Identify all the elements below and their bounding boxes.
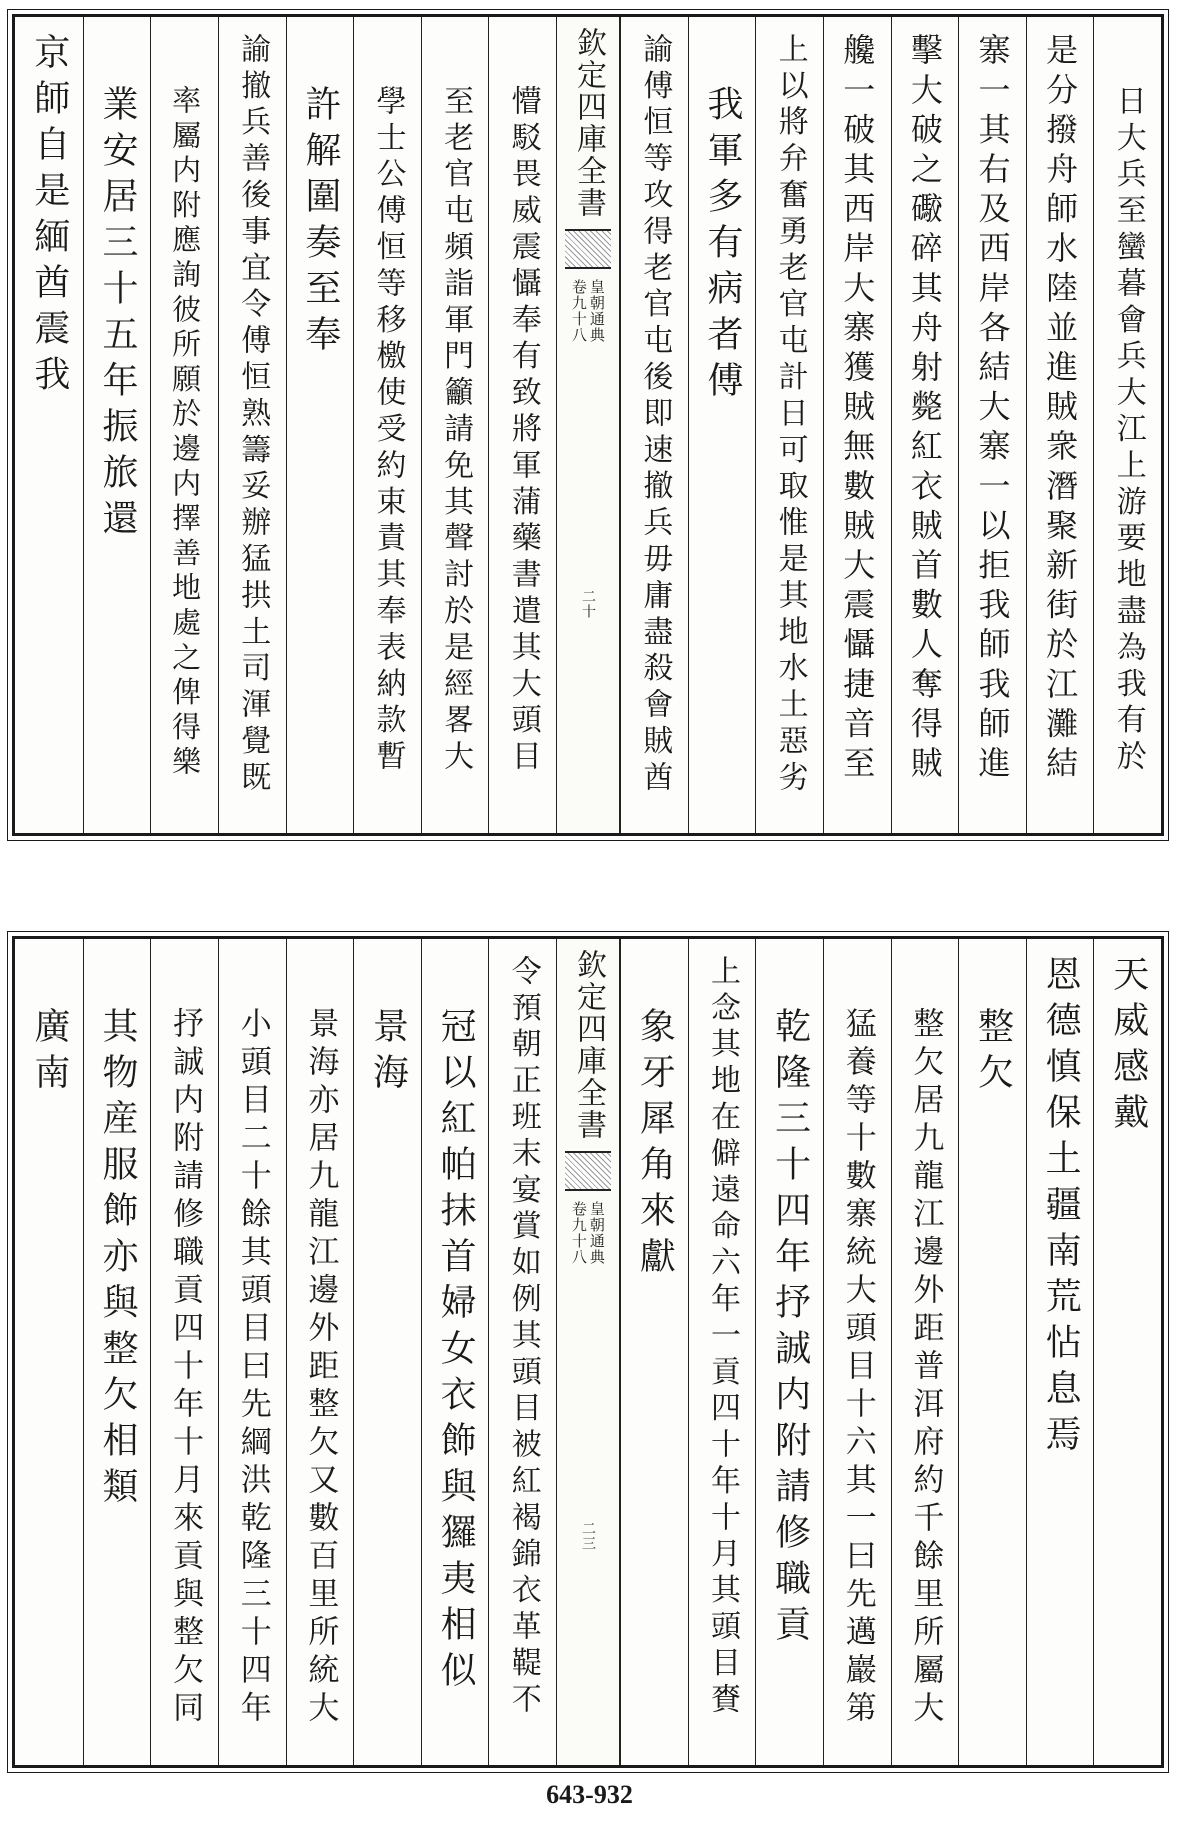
column-text: 上念其地在僻遠命六年一貢四十年十月其頭目賚 [704,955,740,1720]
text-column [218,939,286,1765]
column-text: 冠以紅帕抹首婦女衣飾與玀夷相似 [435,1007,477,1697]
text-column [620,939,688,1765]
column-text: 至老官屯頻詣軍門籲請免其聲討於是經畧大 [438,85,474,777]
text-column [891,939,959,1765]
column-text: 其物産服飾亦與整欠相類 [96,1007,138,1513]
column-text: 是分撥舟師水陸並進賊衆潛聚新街於江灘結 [1041,33,1080,786]
column-text: 乾隆三十四年抒誠内附請修職貢 [769,1007,811,1651]
column-text: 擊大破之礮碎其舟射斃紅衣賊首數人奪得賊 [905,33,944,786]
text-column [755,17,823,833]
column-text: 整欠 [972,1007,1014,1099]
text-column [83,17,151,833]
text-column [286,939,354,1765]
column-text: 天威感戴 [1107,955,1149,1139]
text-column [286,17,354,833]
text-column [1093,17,1161,833]
text-column [15,939,83,1765]
column-text: 我軍多有病者傅 [701,85,743,407]
text-column [823,17,891,833]
column-text: 諭撤兵善後事宜令傅恒熟籌妥辦猛拱土司渾覺既 [235,33,271,798]
column-text: 上以將弁奮勇老官屯計日可取惟是其地水土惡劣 [772,33,808,798]
fishtail-mark [565,1151,611,1191]
text-column [353,939,421,1765]
text-column [958,17,1026,833]
text-column [218,17,286,833]
column-text: 整欠居九龍江邊外距普洱府約千餘里所屬大 [907,1007,944,1729]
column-text: 艬一破其西岸大寨獲賊無數賊大震懾捷音至 [838,33,877,786]
column-text: 令預朝正班末宴賞如例其頭目被紅褐錦衣革鞮不 [505,955,541,1720]
column-text: 業安居三十五年振旅還 [96,85,138,545]
chapter-title: 皇朝通典 [587,279,606,343]
column-text: 小頭目二十餘其頭目曰先綱洪乾隆三十四年 [234,1007,271,1729]
text-column [1026,939,1094,1765]
volume-number: 卷九十八 [569,279,588,343]
column-text: 懵駁畏威震懾奉有致將軍蒲藥書遣其大頭目 [505,85,541,777]
volume-number: 卷九十八 [569,1201,588,1265]
folio-number: 二三 [580,1521,596,1551]
column-text: 象牙犀角來獻 [634,1007,676,1283]
column-text: 諭傅恒等攻得老官屯後即速撤兵毋庸盡殺會賊酋 [637,33,673,798]
center-column [556,939,620,1765]
chapter-title: 皇朝通典 [587,1201,606,1265]
text-column [15,17,83,833]
column-text: 廣南 [28,1007,70,1099]
text-column [755,939,823,1765]
column-text: 學士公傅恒等移檄使受約束責其奉表納款暫 [370,85,406,777]
text-column [823,939,891,1765]
column-text: 抒誠内附請修職貢四十年十月來貢與整欠同 [167,1007,204,1729]
folio-number: 二十 [580,589,596,619]
text-column [1093,939,1161,1765]
column-text: 恩德慎保土疆南荒怗息焉 [1040,955,1082,1461]
book-title: 欽定四庫全書 [571,949,606,1141]
text-column [688,17,756,833]
text-column [488,939,556,1765]
column-text: 京師自是緬酋震我 [28,33,70,401]
center-column [556,17,620,833]
column-text: 寨一其右及西岸各結大寨一以拒我師我師進 [973,33,1012,786]
page-bottom [12,936,1164,1768]
fishtail-mark [565,229,611,269]
column-text: 猛養等十數寨統大頭目十六其一曰先邁巖第 [839,1007,876,1729]
text-column [83,939,151,1765]
text-column [488,17,556,833]
column-text: 率屬内附應詢彼所願於邊内擇善地處之俾得樂 [168,85,203,781]
text-column [1026,17,1094,833]
text-column [620,17,688,833]
book-title: 欽定四庫全書 [571,27,606,219]
text-column [353,17,421,833]
text-column [958,939,1026,1765]
text-column [421,17,489,833]
text-column [150,17,218,833]
column-text: 許解圍奏至奉 [299,85,341,361]
column-text: 景海 [367,1007,409,1099]
text-column [421,939,489,1765]
text-column [688,939,756,1765]
column-text: 日大兵至蠻暮會兵大江上游要地盡為我有於 [1110,85,1146,777]
page-top [12,14,1164,836]
text-column [150,939,218,1765]
page-number: 643-932 [546,1780,633,1809]
text-column [891,17,959,833]
column-text: 景海亦居九龍江邊外距整欠又數百里所統大 [302,1007,339,1729]
